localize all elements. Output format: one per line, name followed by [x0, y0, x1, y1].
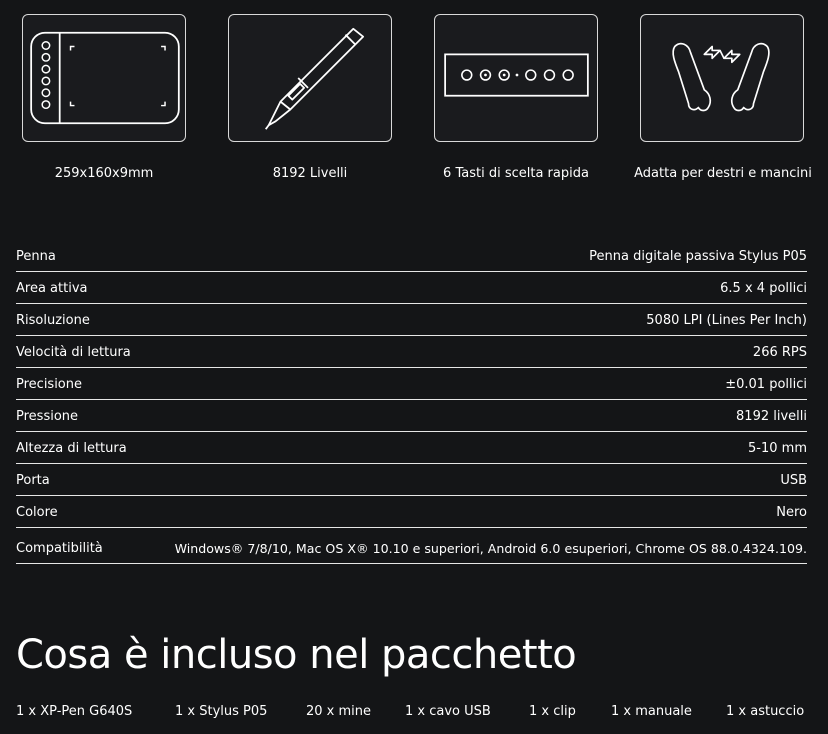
feature-label-size: 259x160x9mm [54, 166, 154, 181]
package-item-clip: 1 x clip [529, 704, 576, 719]
spec-row-reading-height [16, 432, 807, 464]
spec-key: Velocità di lettura [16, 345, 131, 360]
spec-value: 5080 LPI (Lines Per Inch) [646, 313, 807, 328]
spec-value: 266 RPS [752, 345, 807, 360]
spec-row-compatibility [16, 528, 807, 564]
package-item-manual: 1 x manuale [611, 704, 692, 719]
feature-label-pressure: 8192 Livelli [272, 166, 348, 181]
feature-label-shortcut-keys: 6 Tasti di scelta rapida [443, 166, 589, 181]
tablet-icon [23, 15, 185, 141]
spec-row-port [16, 464, 807, 496]
package-item-stylus: 1 x Stylus P05 [175, 704, 268, 719]
spec-key: Area attiva [16, 281, 88, 296]
spec-value: Nero [776, 505, 807, 520]
spec-key: Altezza di lettura [16, 441, 127, 456]
spec-key: Risoluzione [16, 313, 90, 328]
package-title: Cosa è incluso nel pacchetto [16, 632, 577, 678]
spec-row-resolution [16, 304, 807, 336]
feature-card-size [22, 14, 186, 142]
spec-key: Compatibilità [16, 541, 103, 556]
spec-row-color [16, 496, 807, 528]
spec-key: Pressione [16, 409, 79, 424]
spec-key: Porta [16, 473, 50, 488]
spec-key: Colore [16, 505, 58, 520]
package-item-pouch: 1 x astuccio [726, 704, 805, 719]
package-item-tablet: 1 x XP-Pen G640S [16, 704, 133, 719]
spec-value: 8192 livelli [736, 409, 807, 424]
spec-row-pressure [16, 400, 807, 432]
spec-value: Windows® 7/8/10, Mac OS X® 10.10 e superiori, Android 6.0 esuperiori, Chrome OS 88.0.4324.109. [174, 541, 807, 556]
spec-row-pen [16, 236, 807, 272]
spec-value: 6.5 x 4 pollici [720, 281, 807, 296]
spec-value: 5-10 mm [748, 441, 807, 456]
spec-key: Penna [16, 249, 56, 264]
spec-table [16, 236, 807, 564]
feature-card-shortcut-keys [434, 14, 598, 142]
left-right-hands-icon [641, 15, 803, 141]
spec-value: ±0.01 pollici [725, 377, 807, 392]
stylus-pen-icon [229, 15, 391, 141]
spec-value: Penna digitale passiva Stylus P05 [589, 249, 807, 264]
spec-row-accuracy [16, 368, 807, 400]
spec-row-report-rate [16, 336, 807, 368]
shortcut-keys-icon [435, 15, 597, 141]
feature-card-handedness [640, 14, 804, 142]
package-item-usb-cable: 1 x cavo USB [405, 704, 491, 719]
feature-card-pressure [228, 14, 392, 142]
spec-row-active-area [16, 272, 807, 304]
package-item-nibs: 20 x mine [306, 704, 372, 719]
feature-label-handedness: Adatta per destri e mancini [634, 166, 812, 181]
spec-key: Precisione [16, 377, 83, 392]
spec-value: USB [780, 473, 807, 488]
